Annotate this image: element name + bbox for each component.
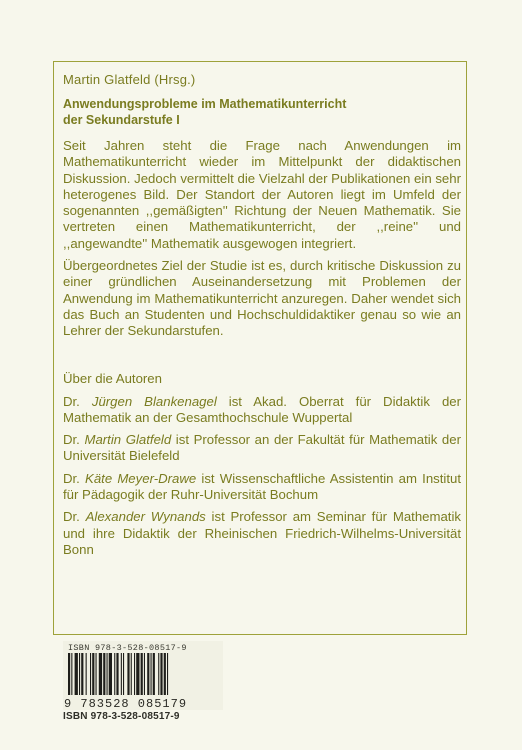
author-description: ist Professor an der Fakultät für Mathematik der Universität Bielefeld bbox=[63, 432, 461, 464]
book-title-line-1: Anwendungsprobleme im Mathematikunterricht bbox=[63, 97, 347, 111]
author-title: Dr. bbox=[63, 393, 92, 409]
author-entry bbox=[63, 432, 461, 465]
back-cover-text bbox=[63, 72, 461, 564]
barcode-image bbox=[66, 653, 216, 697]
isbn-label-small: ISBN 978-3-528-08517-9 bbox=[68, 643, 187, 653]
author-title: Dr. bbox=[63, 432, 85, 448]
author-name: Jürgen Blankenagel bbox=[91, 393, 217, 409]
author-description: ist Wissenschaftliche Assistentin am Institut für Pädagogik der Ruhr-Universität Bochum bbox=[63, 470, 461, 503]
editor-line: Martin Glatfeld (Hrsg.) bbox=[63, 72, 196, 87]
author-description: ist Akad. Oberrat für Didaktik der Mathematik an der Gesamthochschule Wuppertal bbox=[63, 393, 462, 425]
author-name: Martin Glatfeld bbox=[84, 432, 172, 448]
description-paragraph-2: Übergeordnetes Ziel der Studie ist es, durch kritische Diskussion zu einer gründlichen Auseinandersetzung mit Problemen der Anwendung im Mathematikunterricht anzuregen. Daher wendet sich das Buch an Studenten und Hochschuldidaktiker genau so wie an Lehrer der Sekundarstufen. bbox=[63, 258, 461, 339]
author-title: Dr. bbox=[63, 470, 86, 486]
author-name: Alexander Wynands bbox=[85, 509, 206, 525]
book-title-line-2: der Sekundarstufe I bbox=[63, 113, 180, 127]
description-paragraph-1: Seit Jahren steht die Frage nach Anwendungen im Mathematikunterricht wieder im Mittelpunkt der didaktischen Diskussion. Jedoch vermittelt die Vielzahl der Publikationen ein sehr heterogenes Bild. Der Standort der Autoren liegt im Umfeld der sogenannten ,,gemäßigten'' Richtung der Neuen Mathematik. Sie vertreten einen Mathematikunterricht, der ,,reine'' und ,,angewandte'' Mathematik ausgewogen integriert. bbox=[63, 138, 461, 251]
isbn-label-bold: ISBN 978-3-528-08517-9 bbox=[63, 711, 180, 722]
book-title bbox=[63, 96, 461, 128]
barcode-digits: 9 783528 085179 bbox=[64, 697, 188, 711]
author-entry bbox=[63, 509, 461, 558]
author-name: Käte Meyer-Drawe bbox=[85, 470, 197, 486]
author-entry bbox=[63, 394, 461, 427]
author-title: Dr. bbox=[63, 509, 86, 525]
authors-heading: Über die Autoren bbox=[63, 370, 162, 386]
author-entry bbox=[63, 471, 461, 504]
author-description: ist Professor am Seminar für Mathematik und ihre Didaktik der Rheinischen Friedrich-Wilhelms-Universität Bonn bbox=[63, 509, 461, 557]
